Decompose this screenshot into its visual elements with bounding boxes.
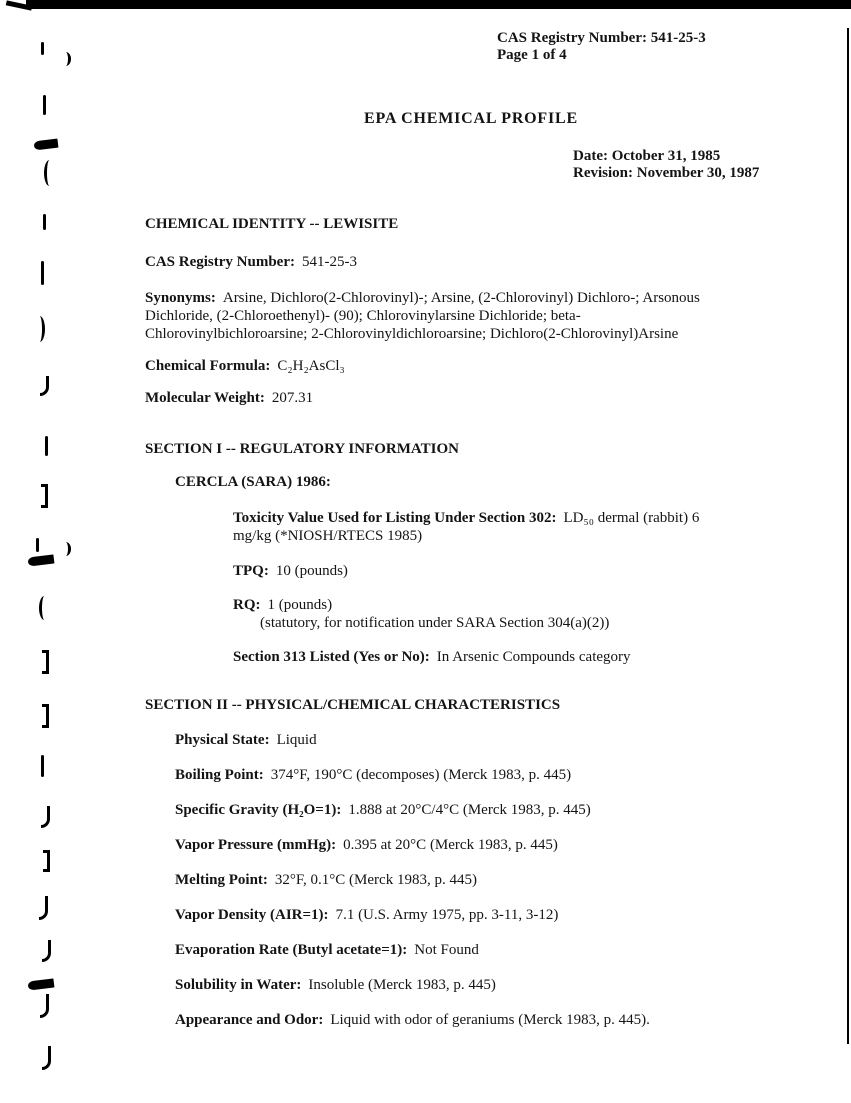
cas-value: 541-25-3 xyxy=(301,254,357,270)
scan-mark xyxy=(42,940,51,962)
document-body xyxy=(145,110,797,1029)
scan-mark xyxy=(62,52,71,66)
vapor-pressure-row xyxy=(175,836,797,854)
chemical-identity-heading: CHEMICAL IDENTITY -- LEWISITE xyxy=(145,216,399,232)
synonyms-label: Synonyms: xyxy=(145,290,216,306)
toxicity-row xyxy=(233,509,738,545)
section2-heading: SECTION II -- PHYSICAL/CHEMICAL CHARACTERISTICS xyxy=(145,697,561,713)
tpq-value: 10 (pounds) xyxy=(275,563,348,579)
evaporation-rate-label: Evaporation Rate (Butyl acetate=1): xyxy=(175,942,408,958)
rq-value: 1 (pounds) xyxy=(267,597,333,613)
specific-gravity-label: Specific Gravity (H₂O=1): xyxy=(175,802,342,818)
physical-state-value: Liquid xyxy=(276,732,317,748)
molecular-weight-value: 207.31 xyxy=(271,390,314,406)
vapor-pressure-value: 0.395 at 20°C (Merck 1983, p. 445) xyxy=(343,837,558,853)
tpq-row xyxy=(233,562,797,580)
scan-mark xyxy=(36,316,45,342)
appearance-odor-value: Liquid with odor of geraniums (Merck 1983, p. 445). xyxy=(330,1012,650,1028)
section313-row xyxy=(233,648,797,666)
solubility-row xyxy=(175,976,797,994)
boiling-point-label: Boiling Point: xyxy=(175,767,264,783)
scan-edge-top xyxy=(26,0,851,9)
document-title: EPA CHEMICAL PROFILE xyxy=(364,110,578,127)
rq-line xyxy=(233,596,797,614)
chemical-formula-row xyxy=(145,357,797,375)
scan-mark xyxy=(40,376,49,396)
page-header xyxy=(497,30,706,64)
physical-state-label: Physical State: xyxy=(175,732,270,748)
scan-mark xyxy=(43,95,46,115)
solubility-value: Insoluble (Merck 1983, p. 445) xyxy=(308,977,496,993)
evaporation-rate-value: Not Found xyxy=(414,942,479,958)
scan-mark xyxy=(44,160,53,186)
chemical-formula-label: Chemical Formula: xyxy=(145,358,271,374)
molecular-weight-label: Molecular Weight: xyxy=(145,390,265,406)
appearance-odor-row xyxy=(175,1011,797,1029)
scan-mark xyxy=(43,850,50,872)
cas-label: CAS Registry Number: xyxy=(145,254,295,270)
scan-mark xyxy=(28,554,55,566)
scan-mark xyxy=(42,704,49,728)
date-block xyxy=(573,148,797,182)
vapor-pressure-label: Vapor Pressure (mmHg): xyxy=(175,837,337,853)
section1-heading: SECTION I -- REGULATORY INFORMATION xyxy=(145,441,459,457)
scan-mark xyxy=(34,139,59,151)
rq-note: (statutory, for notification under SARA Section 304(a)(2)) xyxy=(260,615,610,631)
scan-edge-right xyxy=(847,28,849,1044)
section313-value: In Arsenic Compounds category xyxy=(436,649,631,665)
vapor-density-label: Vapor Density (AIR=1): xyxy=(175,907,329,923)
scan-mark xyxy=(45,436,48,456)
boiling-point-value: 374°F, 190°C (decomposes) (Merck 1983, p. 445) xyxy=(270,767,572,783)
scan-mark xyxy=(41,42,44,55)
melting-point-label: Melting Point: xyxy=(175,872,268,888)
scan-mark xyxy=(39,896,48,920)
scan-mark xyxy=(43,214,46,230)
toxicity-label: Toxicity Value Used for Listing Under Section 302: xyxy=(233,510,557,526)
date-line: Date: October 31, 1985 xyxy=(573,148,721,164)
scan-mark xyxy=(42,650,49,674)
cercla-heading: CERCLA (SARA) 1986: xyxy=(175,474,331,490)
physical-state-row xyxy=(175,731,797,749)
specific-gravity-value: 1.888 at 20°C/4°C (Merck 1983, p. 445) xyxy=(348,802,591,818)
scan-mark xyxy=(41,484,48,508)
rq-row xyxy=(233,596,797,632)
scan-mark xyxy=(62,542,71,556)
scan-mark xyxy=(41,755,44,777)
vapor-density-row xyxy=(175,906,797,924)
section313-label: Section 313 Listed (Yes or No): xyxy=(233,649,430,665)
chemical-formula-value: C₂H₂AsCl₃ xyxy=(277,358,345,374)
scan-mark xyxy=(28,978,55,990)
appearance-odor-label: Appearance and Odor: xyxy=(175,1012,324,1028)
boiling-point-row xyxy=(175,766,797,784)
revision-line: Revision: November 30, 1987 xyxy=(573,165,760,181)
synonyms-text: Arsine, Dichloro(2-Chlorovinyl)-; Arsine, (2-Chlorovinyl) Dichloro-; Arsonous Dichloride, (2-Chloroethenyl)- (90); Chlorovinylarsine Dichloride; beta-Chlorovinylbichloroarsine; 2-Chlorovinyldichloroarsine; Dichloro(2-Chlorovinyl)Arsine xyxy=(145,290,700,342)
specific-gravity-row xyxy=(175,801,797,819)
header-page-line: Page 1 of 4 xyxy=(497,47,567,63)
melting-point-value: 32°F, 0.1°C (Merck 1983, p. 445) xyxy=(274,872,477,888)
scan-mark xyxy=(36,538,39,552)
molecular-weight-row xyxy=(145,389,797,407)
scan-mark xyxy=(41,261,44,285)
vapor-density-value: 7.1 (U.S. Army 1975, pp. 3-11, 3-12) xyxy=(335,907,559,923)
scan-mark xyxy=(42,1046,51,1070)
scan-mark xyxy=(39,596,48,620)
rq-label: RQ: xyxy=(233,597,261,613)
cas-row xyxy=(145,253,797,271)
melting-point-row xyxy=(175,871,797,889)
tpq-label: TPQ: xyxy=(233,563,269,579)
scan-mark xyxy=(40,994,49,1018)
evaporation-rate-row xyxy=(175,941,797,959)
toxicity-value: LD₅₀ dermal (rabbit) 6 mg/kg (*NIOSH/RTECS 1985) xyxy=(233,510,700,544)
header-cas-line: CAS Registry Number: 541-25-3 xyxy=(497,30,706,46)
scan-mark xyxy=(41,806,50,828)
synonyms-row xyxy=(145,289,723,343)
solubility-label: Solubility in Water: xyxy=(175,977,302,993)
